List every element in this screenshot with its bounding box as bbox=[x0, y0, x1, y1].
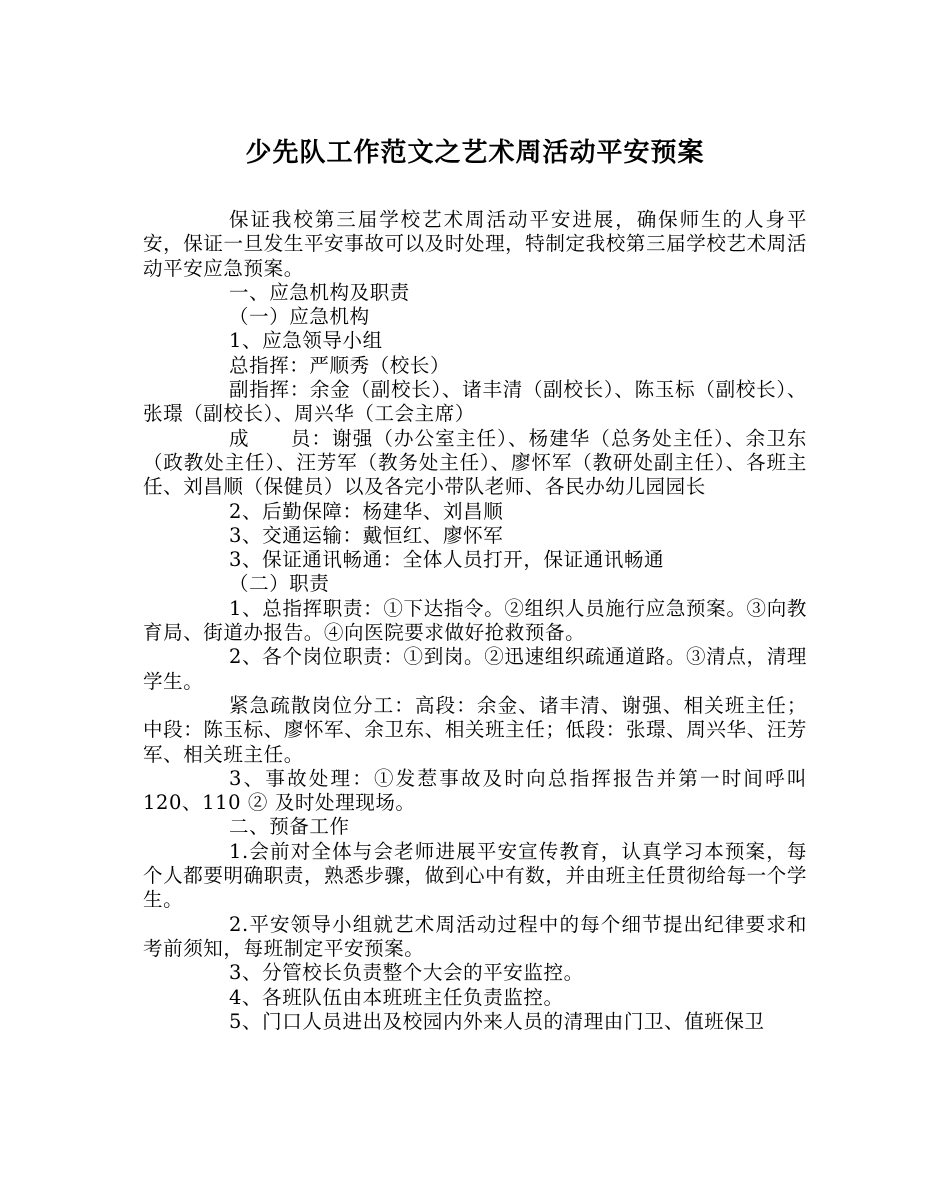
paragraph: 3、分管校长负责整个大会的平安监控。 bbox=[229, 961, 584, 985]
section-heading: 一、应急机构及职责 bbox=[229, 280, 410, 304]
list-item: 2、后勤保障：杨建华、刘昌顺 bbox=[229, 499, 504, 523]
paragraph: 3、事故处理：①发惹事故及时向总指挥报告并第一时间呼叫120、110 ② 及时处理现场。 bbox=[143, 766, 807, 815]
list-item: 副指挥：余金（副校长）、诸丰清（副校长）、陈玉标（副校长）、张璟（副校长）、周兴华（工会主席） bbox=[143, 378, 807, 426]
list-item: 成 员：谢强（办公室主任）、杨建华（总务处主任）、余卫东（政教处主任）、汪芳军（教务处主任）、廖怀军（教研处副主任）、各班主任、刘昌顺（保健员）以及各完小带队老师、各民办幼儿园园长 bbox=[143, 426, 807, 499]
paragraph: 2、各个岗位职责：①到岗。②迅速组织疏通道路。③清点，清理学生。 bbox=[143, 645, 807, 693]
list-item: 3、交通运输：戴恒红、廖怀军 bbox=[229, 523, 504, 547]
paragraph: 2.平安领导小组就艺术周活动过程中的每个细节提出纪律要求和考前须知，每班制定平安预案。 bbox=[143, 912, 807, 960]
subsection-heading: （二）职责 bbox=[229, 572, 330, 596]
list-item: 1、应急领导小组 bbox=[229, 329, 383, 353]
subsection-heading: （一）应急机构 bbox=[229, 305, 370, 329]
paragraph: 4、各班队伍由本班班主任负责监控。 bbox=[229, 985, 564, 1009]
paragraph: 紧急疏散岗位分工：高段：余金、诸丰清、谢强、相关班主任；中段：陈玉标、廖怀军、余卫东、相关班主任；低段：张璟、周兴华、汪芳军、相关班主任。 bbox=[143, 693, 807, 766]
list-item: 3、保证通讯畅通：全体人员打开，保证通讯畅通 bbox=[229, 548, 665, 572]
list-item: 总指挥：严顺秀（校长） bbox=[229, 353, 451, 377]
paragraph: 1.会前对全体与会老师进展平安宣传教育，认真学习本预案，每个人都要明确职责，熟悉步骤，做到心中有数，并由班主任贯彻给每一个学生。 bbox=[143, 839, 807, 912]
section-heading: 二、预备工作 bbox=[229, 815, 350, 839]
document-title: 少先队工作范文之艺术周活动平安预案 bbox=[245, 138, 705, 168]
paragraph: 1、总指挥职责：①下达指令。②组织人员施行应急预案。③向教育局、街道办报告。④向医院要求做好抢救预备。 bbox=[143, 596, 807, 645]
document-body bbox=[143, 208, 807, 1034]
paragraph: 5、门口人员进出及校园内外来人员的清理由门卫、值班保卫 bbox=[229, 1009, 765, 1033]
paragraph: 保证我校第三届学校艺术周活动平安进展，确保师生的人身平安，保证一旦发生平安事故可以及时处理，特制定我校第三届学校艺术周活动平安应急预案。 bbox=[143, 208, 807, 280]
